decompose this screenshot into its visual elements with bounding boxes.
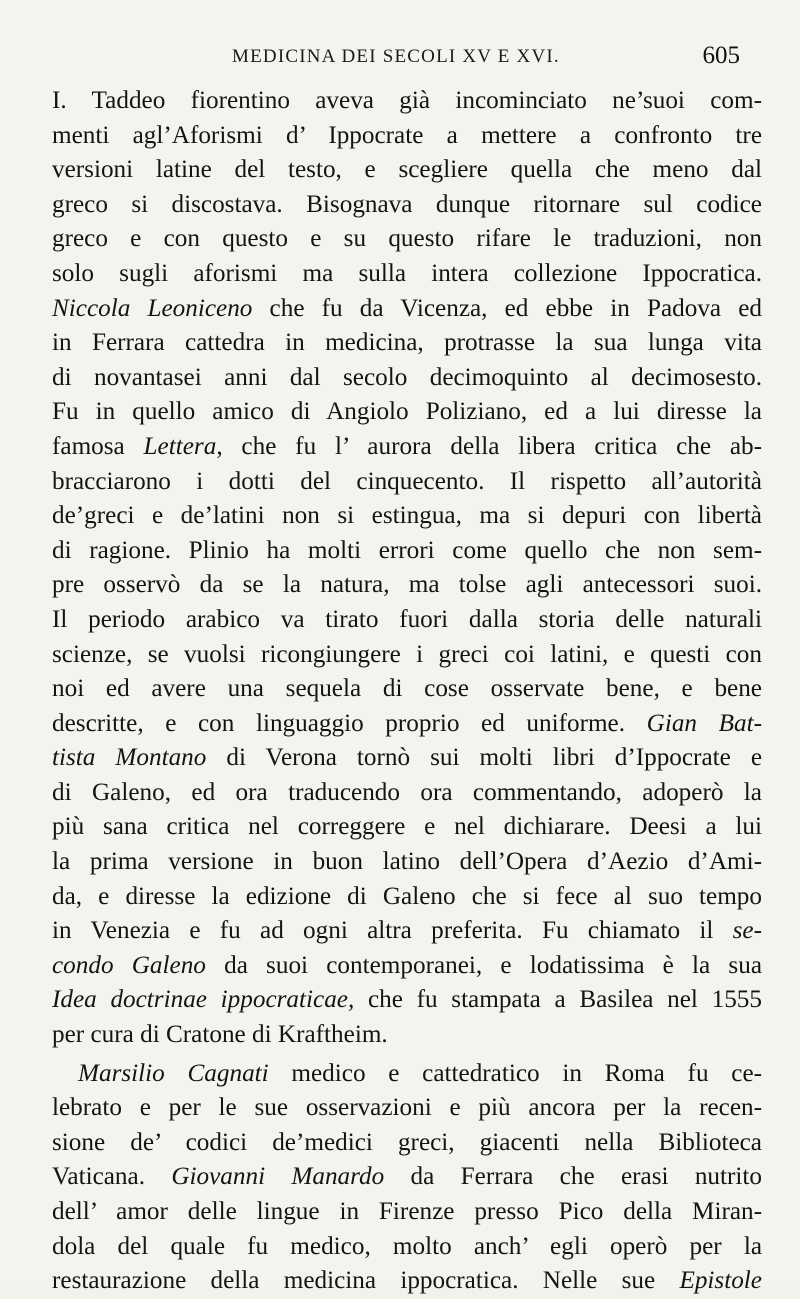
italic-name: se- xyxy=(732,917,762,945)
italic-name: Marsilio Cagnati xyxy=(78,1059,269,1087)
text-line: restaurazione della medicina ippocratica. Nelle sue Epistole xyxy=(52,1267,762,1295)
text-line: scienze, se vuolsi ricongiungere i greci coi latini, e questi con xyxy=(52,640,762,668)
italic-name: condo Galeno xyxy=(52,951,206,979)
running-title: MEDICINA DEI SECOLI XV E XVI. xyxy=(232,46,560,67)
text-line: in Venezia e fu ad ogni altra preferita. Fu chiamato il se- xyxy=(52,917,762,945)
text-line: noi ed avere una sequela di cose osservate bene, e bene xyxy=(52,675,762,703)
text-line: condo Galeno da suoi contemporanei, e lodatissima è la sua xyxy=(52,951,762,979)
text-line: in Ferrara cattedra in medicina, protrasse la sua lunga vita xyxy=(52,329,762,357)
italic-title: Lettera xyxy=(143,432,217,460)
page-number: 605 xyxy=(702,42,740,69)
text-line: di novantasei anni dal secolo decimoquinto al decimosesto. xyxy=(52,363,762,391)
text-line: menti agl’Aforismi d’ Ippocrate a mettere a confronto tre xyxy=(52,121,762,149)
italic-title: Idea doctrinae ippocraticae, xyxy=(52,986,355,1014)
italic-title: Epistole xyxy=(679,1267,762,1295)
text-line: Fu in quello amico di Angiolo Poliziano, ed a lui diresse la xyxy=(52,398,762,426)
text-line: dell’ amor delle lingue in Firenze presso Pico della Miran- xyxy=(52,1198,762,1225)
italic-name: tista Montano xyxy=(52,744,207,772)
text-line: più sana critica nel correggere e nel dichiarare. Deesi a lui xyxy=(52,813,762,841)
italic-name: Giovanni Manardo xyxy=(171,1163,385,1191)
body-text xyxy=(52,84,762,1299)
italic-name: Gian Bat- xyxy=(646,709,762,737)
text-line: lebrato e per le sue osservazioni e più ancora per la recen- xyxy=(52,1094,762,1122)
text-line: di ragione. Plinio ha molti errori come quello che non sem- xyxy=(52,536,762,564)
text-line: bracciarono i dotti del cinquecento. Il rispetto all’autorità xyxy=(52,467,762,495)
text-line: descritte, e con linguaggio proprio ed uniforme. Gian Bat- xyxy=(52,709,762,737)
text-line: famosa Lettera, che fu l’ aurora della libera critica che ab- xyxy=(52,432,762,460)
text-line: Vaticana. Giovanni Manardo da Ferrara che erasi nutrito xyxy=(52,1163,762,1191)
text-line: Il periodo arabico va tirato fuori dalla storia delle naturali xyxy=(52,605,762,633)
text-line: Marsilio Cagnati medico e cattedratico in Roma fu ce- xyxy=(78,1059,763,1087)
text-line: solo sugli aforismi ma sulla intera collezione Ippocratica. xyxy=(52,259,762,287)
text-line: tista Montano di Verona tornò sui molti libri d’Ippocrate e xyxy=(52,744,763,772)
text-line: Niccola Leoniceno che fu da Vicenza, ed ebbe in Padova ed xyxy=(52,294,762,322)
italic-name: Niccola Leoniceno xyxy=(52,294,253,322)
text-line: greco si discostava. Bisognava dunque ritornare sul codice xyxy=(52,190,762,218)
text-line: per cura di Cratone di Kraftheim. xyxy=(52,1021,388,1049)
text-line: Idea doctrinae ippocraticae, che fu stampata a Basilea nel 1555 xyxy=(52,986,762,1014)
text-line: versioni latine del testo, e scegliere quella che meno dal xyxy=(52,156,762,184)
text-line: pre osservò da se la natura, ma tolse agli antecessori suoi. xyxy=(52,571,762,599)
text-line: greco e con questo e su questo rifare le traduzioni, non xyxy=(52,225,762,253)
text-line: sione de’ codici de’medici greci, giacenti nella Biblioteca xyxy=(52,1128,762,1156)
text-line: la prima versione in buon latino dell’Opera d’Aezio d’Ami- xyxy=(52,848,762,876)
text-line: dola del quale fu medico, molto anch’ egli operò per la xyxy=(52,1232,762,1260)
page-header xyxy=(54,42,740,76)
text-line: da, e diresse la edizione di Galeno che si fece al suo tempo xyxy=(52,882,762,910)
text-line: de’greci e de’latini non si estingua, ma si depuri con libertà xyxy=(52,502,762,530)
text-line: I. Taddeo fiorentino aveva già incominciato ne’suoi com- xyxy=(52,87,762,114)
text-line: di Galeno, ed ora traducendo ora commentando, adoperò la xyxy=(52,778,762,806)
